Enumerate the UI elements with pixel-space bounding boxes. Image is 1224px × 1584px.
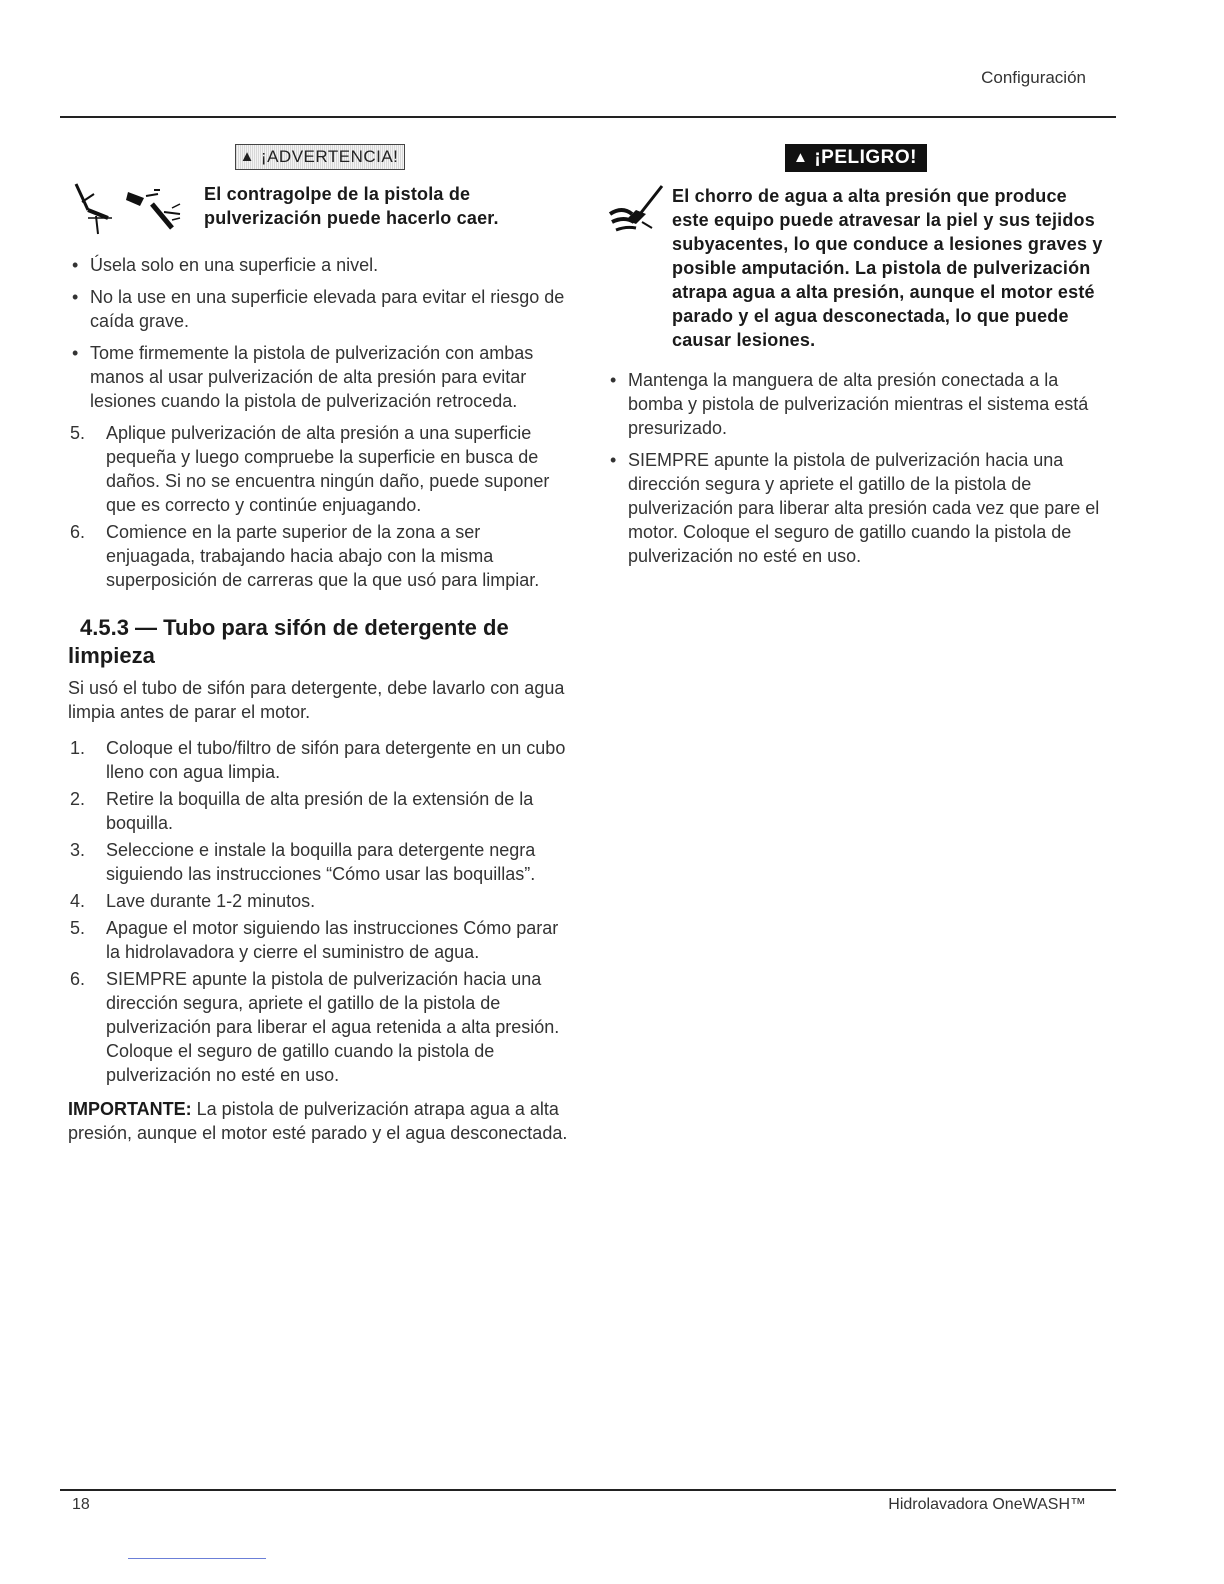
important-text: La pistola de pulverización atrapa agua a alta presión, aunque el motor esté parado y el agua desconectada. xyxy=(68,1099,568,1143)
list-item: • Tome firmemente la pistola de pulverización con ambas manos al usar pulverización de alta presión para evitar lesiones cuando la pistola de pulverización retroceda. xyxy=(72,343,534,411)
header-rule xyxy=(60,116,1116,118)
section-heading-line2: limpieza xyxy=(68,643,155,668)
list-item: 4. Lave durante 1-2 minutos. xyxy=(70,891,316,911)
danger-hazard xyxy=(606,184,1106,352)
left-column xyxy=(68,140,572,1145)
rinse-steps-list xyxy=(68,421,572,592)
danger-banner-label: ¡PELIGRO! xyxy=(814,147,918,168)
warning-banner-label: ¡ADVERTENCIA! xyxy=(260,147,399,166)
right-column xyxy=(606,140,1106,576)
list-item: • Mantenga la manguera de alta presión conectada a la bomba y pistola de pulverización mientras el sistema está presurizado. xyxy=(610,370,1089,438)
warning-bullet-list xyxy=(68,253,572,413)
footer-product-name: Hidrolavadora OneWASH™ xyxy=(888,1496,1086,1513)
list-item: 1. Coloque el tubo/filtro de sifón para detergente en un cubo lleno con agua limpia. xyxy=(70,738,566,782)
list-item: 3. Seleccione e instale la boquilla para detergente negra siguiendo las instrucciones “Cómo usar las boquillas”. xyxy=(70,840,536,884)
section-intro: Si usó el tubo de sifón para detergente, debe lavarlo con agua limpia antes de parar el motor. xyxy=(68,678,565,722)
danger-hazard-text: El chorro de agua a alta presión que produce este equipo puede atravesar la piel y sus tejidos subyacentes, lo que conduce a lesiones graves y posible amputación. La pistola de pulverización atrapa agua a alta presión, aunque el motor esté parado y el agua desconectada, lo que puede causar lesiones. xyxy=(672,186,1103,350)
list-item: 2. Retire la boquilla de alta presión de la extensión de la boquilla. xyxy=(70,789,534,833)
stray-underline xyxy=(128,1558,266,1559)
list-item: • SIEMPRE apunte la pistola de pulverización hacia una dirección segura y apriete el gatillo de la pistola de pulverización para liberar alta presión cada vez que pare el motor. Coloque el seguro de gatillo cuando la pistola de pulverización no esté en uso. xyxy=(610,450,1100,566)
page-number: 18 xyxy=(72,1496,90,1513)
high-pressure-spray-hand-injury-icon xyxy=(606,184,666,249)
section-heading xyxy=(68,614,572,670)
list-item: 5. Apague el motor siguiendo las instrucciones Cómo parar la hidrolavadora y cierre el suministro de agua. xyxy=(70,918,559,962)
list-item: 6. Comience en la parte superior de la zona a ser enjuagada, trabajando hacia abajo con la misma superposición de carreras que la que usó para limpiar. xyxy=(70,522,540,590)
important-label: IMPORTANTE: xyxy=(68,1099,192,1119)
section-heading-line1: 4.5.3 — Tubo para sifón de detergente de xyxy=(80,615,509,640)
list-item: • No la use en una superficie elevada para evitar el riesgo de caída grave. xyxy=(72,287,565,331)
warning-banner xyxy=(235,144,406,170)
falling-person-recoil-icon xyxy=(68,182,198,243)
danger-banner xyxy=(785,144,927,172)
list-item: 5. Aplique pulverización de alta presión a una superficie pequeña y luego compruebe la superficie en busca de daños. Si no se encuentra ningún daño, puede suponer que es correcto y continúe enjuagando. xyxy=(70,423,550,515)
list-item: 6. SIEMPRE apunte la pistola de pulverización hacia una dirección segura, apriete el gatillo de la pistola de pulverización para liberar el agua retenida a alta presión. Coloque el seguro de gatillo cuando la pistola de pulverización no esté en uso. xyxy=(70,969,560,1085)
warning-hazard xyxy=(68,182,572,243)
important-note xyxy=(68,1097,572,1145)
warning-hazard-text: El contragolpe de la pistola de pulverización puede hacerlo caer. xyxy=(204,184,499,228)
list-item: • Úsela solo en una superficie a nivel. xyxy=(72,255,379,275)
header-section-title: Configuración xyxy=(981,68,1086,87)
warning-triangle-icon: ▲ xyxy=(239,148,255,165)
danger-bullet-list xyxy=(606,368,1106,568)
detergent-steps-list xyxy=(68,736,572,1087)
footer-rule xyxy=(60,1489,1116,1491)
danger-triangle-icon: ▲ xyxy=(792,149,809,166)
